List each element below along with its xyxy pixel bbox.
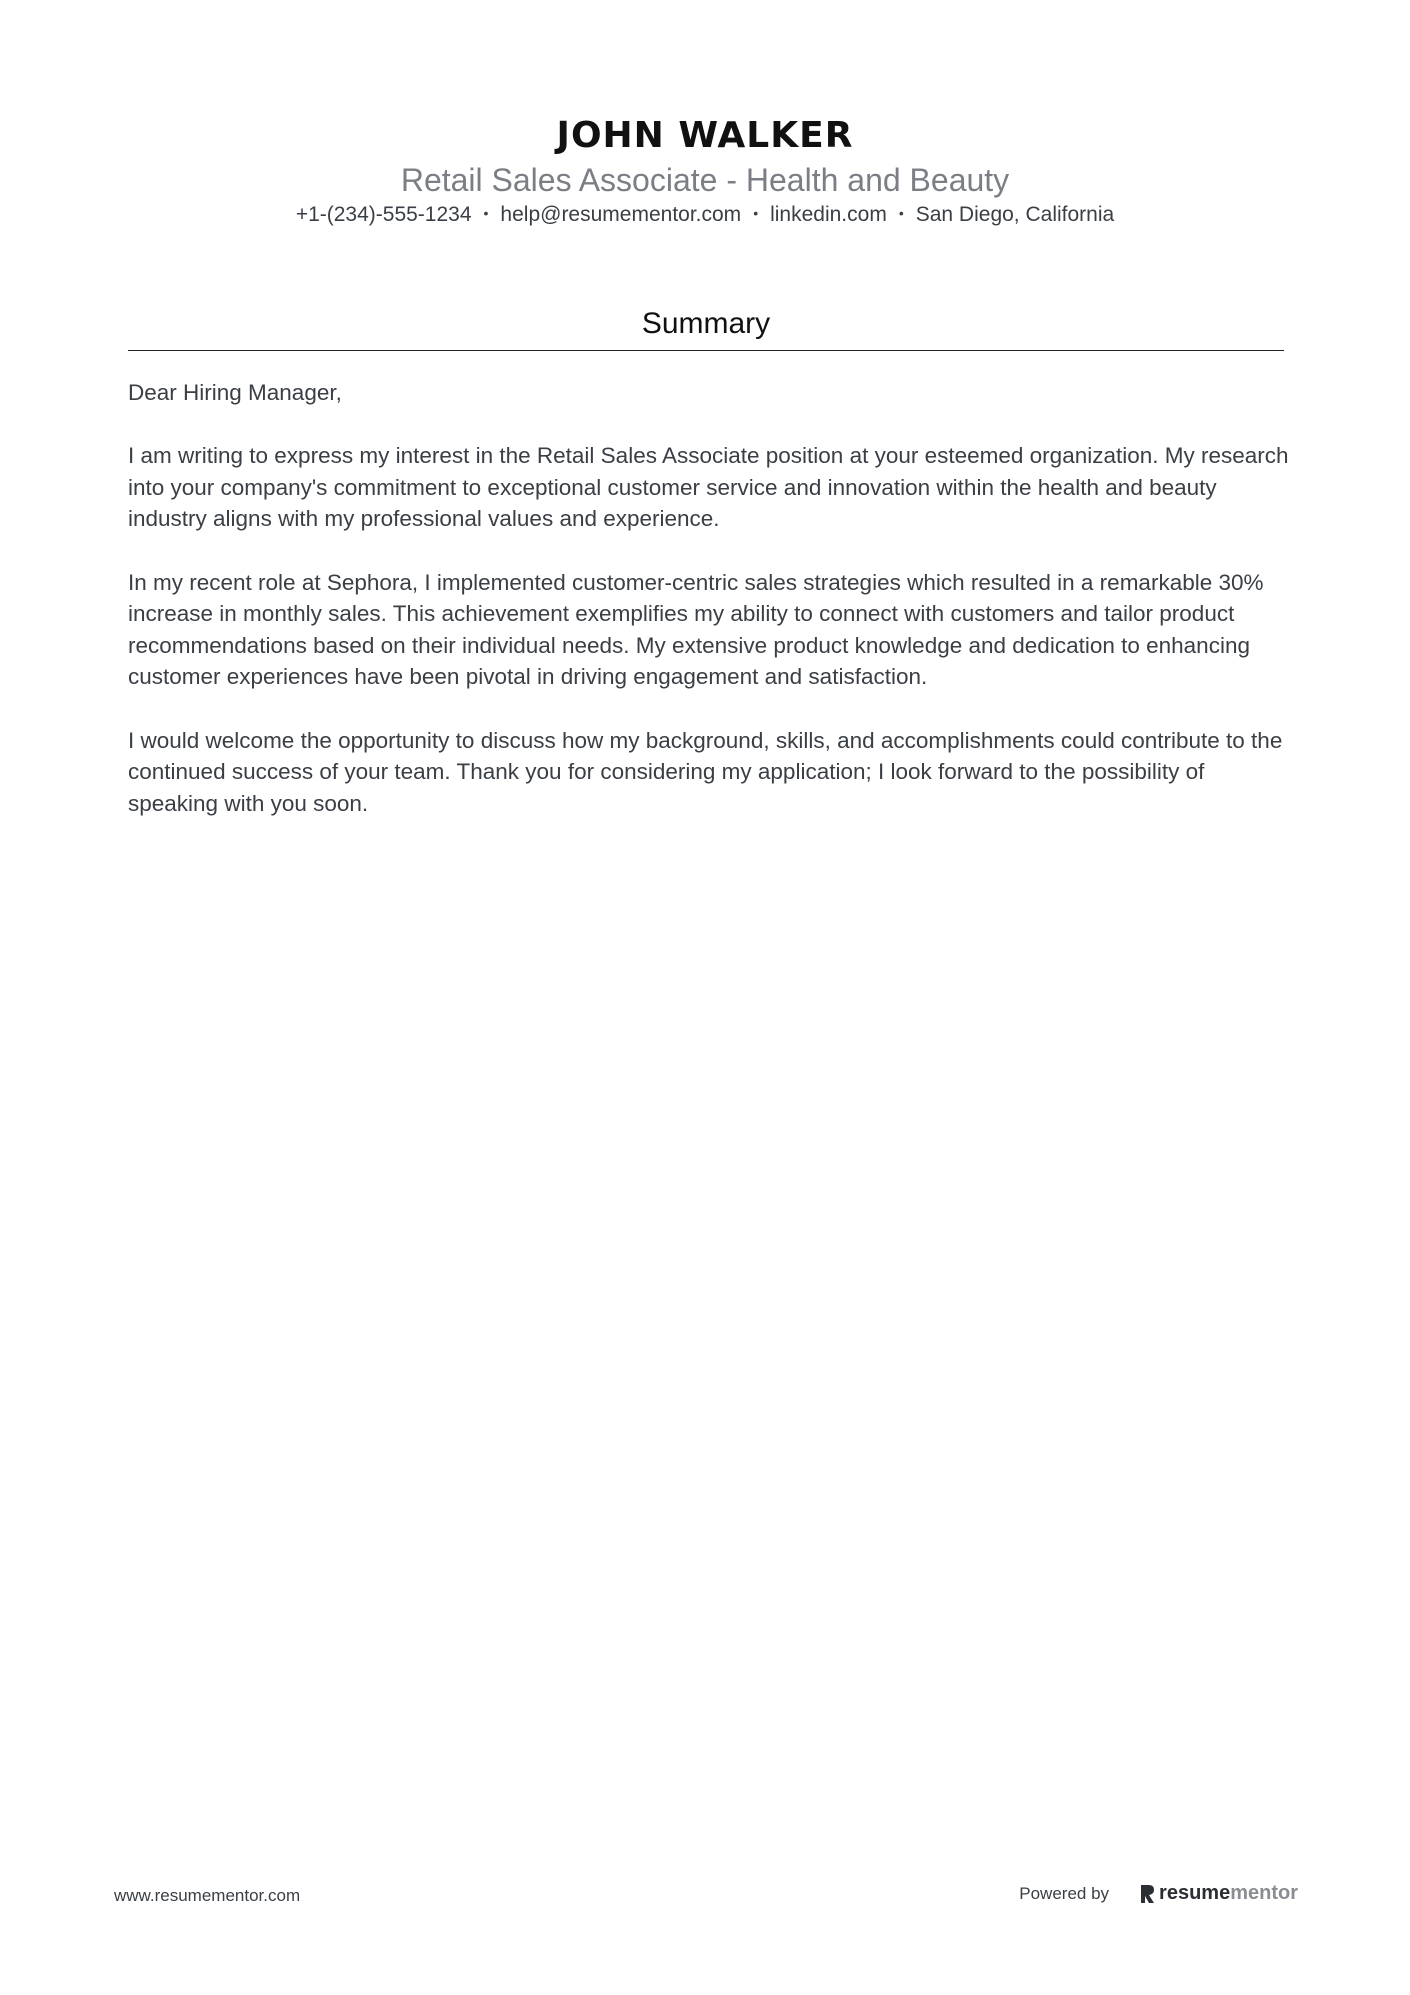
brand-name-mentor: mentor <box>1230 1882 1298 1904</box>
section-title: Summary <box>641 307 771 340</box>
footer-branding <box>1019 1882 1298 1905</box>
separator-dot: • <box>483 205 489 222</box>
separator-dot: • <box>753 205 759 222</box>
contact-email[interactable]: help@resumementor.com <box>500 203 742 226</box>
section-divider <box>128 350 1284 351</box>
candidate-name: JOHN WALKER <box>556 115 854 156</box>
contact-line <box>0 200 1410 230</box>
paragraph: I would welcome the opportunity to discuss how my background, skills, and accomplishments could contribute to the continued success of your team. Thank you for considering my application; I look forward to the possibility of speaking with you soon. <box>128 727 1283 816</box>
salutation: Dear Hiring Manager, <box>128 380 342 405</box>
powered-by-label: Powered by <box>1019 1883 1110 1903</box>
brand-name-resume: resume <box>1159 1882 1231 1904</box>
candidate-role: Retail Sales Associate - Health and Beauty <box>400 162 1010 198</box>
brand-logo[interactable] <box>1139 1882 1298 1905</box>
paragraph: In my recent role at Sephora, I implemented customer-centric sales strategies which resulted in a remarkable 30% increase in monthly sales. This achievement exemplifies my ability to connect with customers and tailor product recommendations based on their individual needs. My extensive product knowledge and dedication to enhancing customer experiences have been pivotal in driving engagement and satisfaction. <box>128 569 1264 690</box>
letter-body <box>128 377 1290 851</box>
footer-website[interactable]: www.resumementor.com <box>114 1886 301 1905</box>
contact-phone: +1-(234)-555-1234 <box>295 203 472 226</box>
contact-location: San Diego, California <box>915 203 1115 226</box>
contact-linkedin[interactable]: linkedin.com <box>770 203 887 226</box>
separator-dot: • <box>898 205 904 222</box>
header <box>0 112 1410 230</box>
resumementor-logo-icon <box>1139 1883 1155 1905</box>
paragraph: I am writing to express my interest in the Retail Sales Associate position at your esteemed organization. My research into your company's commitment to exceptional customer service and innovation within the health and beauty industry aligns with my professional values and experience. <box>128 443 1289 532</box>
